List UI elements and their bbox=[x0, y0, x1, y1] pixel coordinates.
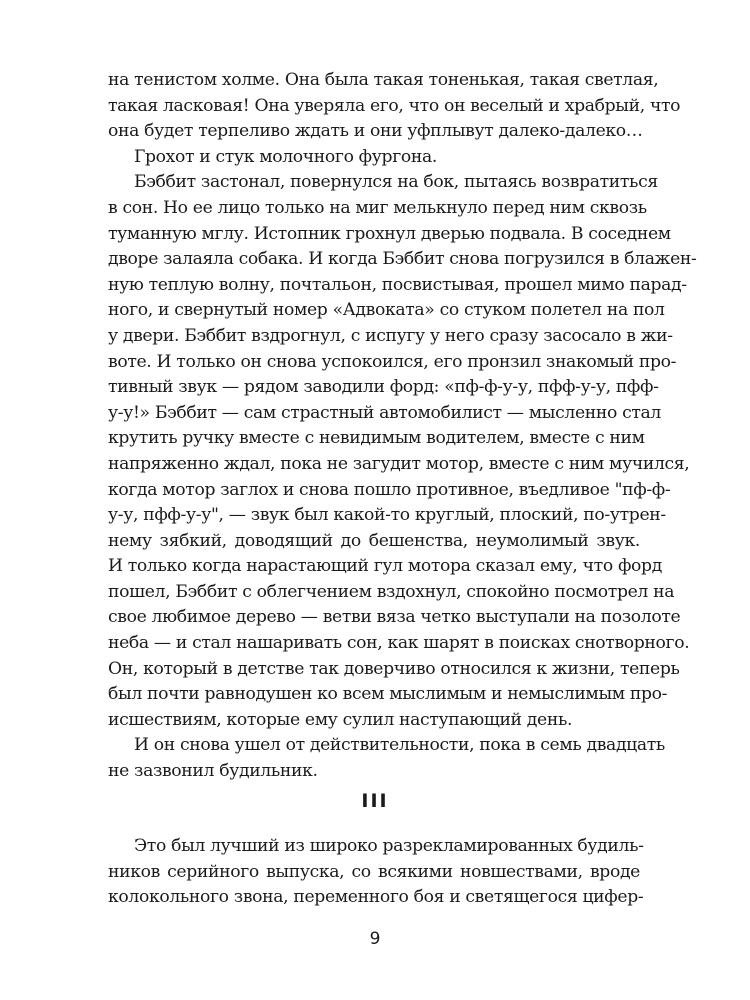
text-line: нему зябкий, доводящий до бешенства, неумолимый звук. bbox=[108, 530, 640, 551]
text-line: ного, и свернутый номер «Адвоката» со стуком полетел на пол bbox=[108, 300, 665, 321]
main-text-block bbox=[108, 68, 697, 785]
chapter-text-block bbox=[108, 834, 644, 911]
text-line: Грохот и стук молочного фургона. bbox=[134, 146, 437, 167]
text-line: И он снова ушел от действительности, пока в семь двадцать bbox=[134, 735, 665, 756]
text-line: напряженно ждал, пока не загудит мотор, вместе с ним мучился, bbox=[108, 453, 690, 474]
text-line: колокольного звона, переменного боя и светящегося цифер- bbox=[108, 887, 644, 908]
text-line: туманную мглу. Истопник грохнул дверью подвала. В соседнем bbox=[108, 223, 671, 244]
text-line: был почти равнодушен ко всем мыслимым и немыслимым про- bbox=[108, 684, 668, 705]
text-line: пошел, Бэббит с облегчением вздохнул, спокойно посмотрел на bbox=[108, 581, 675, 602]
text-line: Это был лучший из широко разрекламированных будиль- bbox=[134, 836, 644, 856]
text-line: И только когда нарастающий гул мотора сказал ему, что форд bbox=[108, 556, 662, 577]
text-line: воте. И только он снова успокоился, его пронзил знакомый про- bbox=[108, 351, 677, 372]
text-line: Он, который в детстве так доверчиво относился к жизни, теперь bbox=[108, 658, 680, 679]
page-number: 9 bbox=[369, 929, 381, 949]
text-line: ную теплую волну, почтальон, посвистывая, прошел мимо парад- bbox=[108, 274, 687, 295]
text-line: не зазвонил будильник. bbox=[108, 761, 318, 782]
text-line: неба — и стал нашаривать сон, как шарят в поисках снотворного. bbox=[108, 633, 690, 654]
text-line: тивный звук — рядом заводили форд: «пф-ф-у-у, пфф-у-у, пфф- bbox=[108, 377, 659, 398]
text-line: исшествиям, которые ему сулил наступающий день. bbox=[108, 709, 573, 730]
text-line: Бэббит застонал, повернулся на бок, пытаясь возвратиться bbox=[134, 172, 658, 193]
text-line: она будет терпеливо ждать и они уфплывут далеко-далеко… bbox=[108, 121, 643, 142]
text-line: такая ласковая! Она уверяла его, что он веселый и храбрый, что bbox=[108, 95, 681, 116]
text-line: свое любимое дерево — ветви вяза четко выступали на позолоте bbox=[108, 607, 681, 628]
text-line: когда мотор заглох и снова пошло противное, въедливое "пф-ф- bbox=[108, 479, 671, 500]
text-line: крутить ручку вместе с невидимым водителем, вместе с ним bbox=[108, 428, 645, 449]
text-line: на тенистом холме. Она была такая тоненькая, такая светлая, bbox=[108, 70, 659, 90]
chapter-heading: III bbox=[361, 790, 389, 812]
text-line: ников серийного выпуска, со всякими новшествами, вроде bbox=[108, 861, 640, 882]
text-line: дворе залаяла собака. И когда Бэббит снова погрузился в блажен- bbox=[108, 249, 697, 270]
text-line: у-у, пфф-у-у", — звук был какой-то круглый, плоский, по-утрен- bbox=[108, 505, 666, 526]
text-line: у-у!» Бэббит — сам страстный автомобилист — мысленно стал bbox=[108, 402, 661, 423]
text-line: у двери. Бэббит вздрогнул, с испугу у него сразу засосало в жи- bbox=[108, 325, 673, 346]
text-line: в сон. Но ее лицо только на миг мелькнуло перед ним сквозь bbox=[108, 197, 647, 218]
